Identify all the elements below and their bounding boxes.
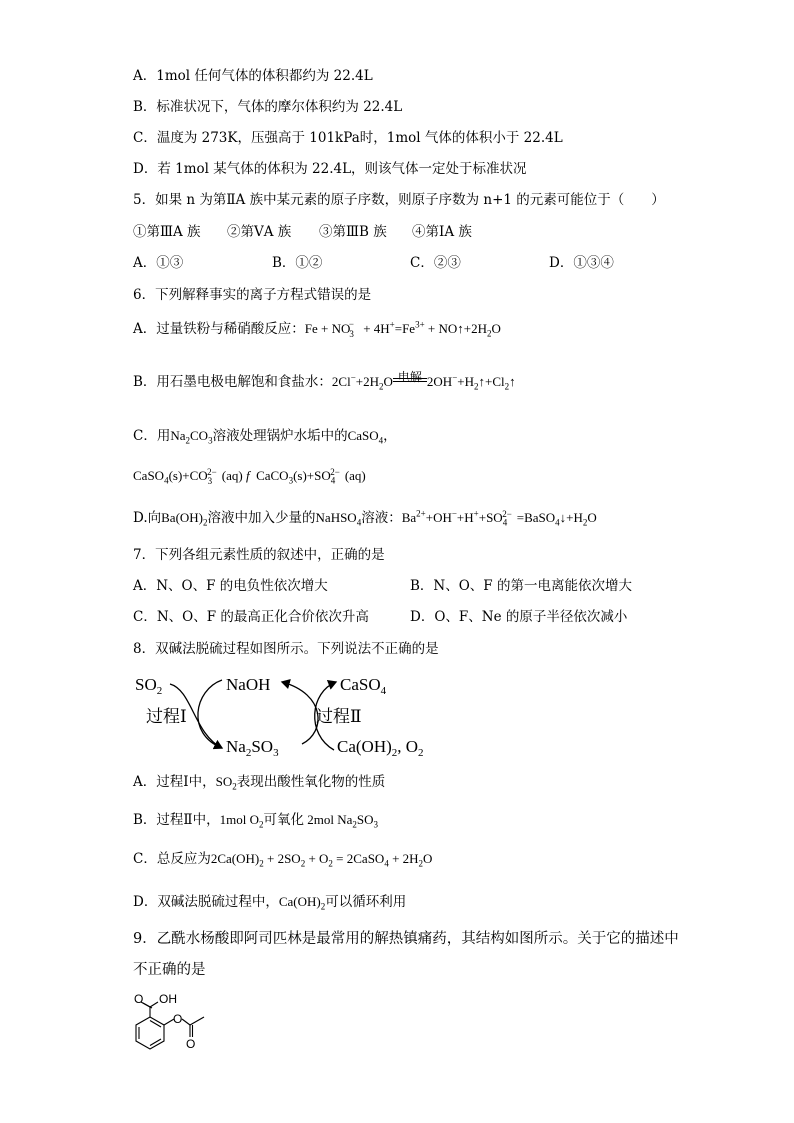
q5-option: D．①③④ <box>549 255 614 271</box>
arrow-na2so3-to-naoh <box>282 682 318 744</box>
q7-option-c: C．N、O、F 的最高正化合价依次升高 <box>133 609 369 625</box>
q8-option-c: C．总反应为$2Ca(OH)_2 + 2SO_2 + O_2$ = 2CaSO$_4$ + $2H_2O$ <box>133 851 433 869</box>
naoh-label: NaOH <box>226 675 271 694</box>
q9-stem-line1: 9．乙酰水杨酸即阿司匹林是最常用的解热镇痛药，其结构如图所示。关于它的描述中 <box>133 931 679 947</box>
electrolysis-condition: 电解 <box>397 370 422 384</box>
process-1-label: 过程Ⅰ <box>146 707 187 726</box>
q5-item: ④第ⅠA 族 <box>412 224 472 240</box>
q8-option-a-text: 表现出酸性氧化物的性质 <box>236 774 386 790</box>
aspirin-structure <box>128 990 238 1062</box>
q4-option-c: C．温度为 273K，压强高于 101kPa时，1mol 气体的体积小于 22.4L <box>133 130 563 146</box>
so2-label: $SO_2$ <box>135 675 163 697</box>
q6-option-c-equation: $CaSO_4(s)+CO_3^{2-}$ (aq) f $CaCO_3(s)+SO_4^{2-}$ (aq) <box>133 466 366 486</box>
q6-option-d-label-post: 溶液： <box>361 510 402 526</box>
na2so3-label: $Na_2SO_3$ <box>226 737 279 759</box>
q6-option-a-label: A．过量铁粉与稀硝酸反应： <box>133 321 305 337</box>
q6-stem: 6．下列解释事实的离子方程式错误的是 <box>133 287 372 303</box>
q8-option-b-label: B．过程Ⅱ中， <box>133 812 220 828</box>
q6-option-d: D.向$Ba(OH)_2$溶液中加入少量的NaHSO$_4$溶液：$Ba^{2+}+OH^-+H^++SO_4^{2-}$ $=BaSO_4↓+H_2O$ <box>133 508 597 528</box>
q8-stem: 8．双碱法脱硫过程如图所示。下列说法不正确的是 <box>133 641 439 657</box>
q5-option: B．①② <box>272 255 323 271</box>
double-alkali-desulfurization-diagram <box>130 668 440 764</box>
benzene-ring <box>136 1017 164 1049</box>
arc-naoh-left <box>198 680 222 748</box>
caoh2-o2-label: $Ca(OH)_2$, $O_2$ <box>337 737 424 759</box>
q5-item: ③第ⅢB 族 <box>319 224 387 240</box>
q4-option-b: B．标准状况下，气体的摩尔体积约为 22.4L <box>133 99 403 115</box>
q6-option-c: C．用$Na_2CO_3$溶液处理锅炉水垢中的CaSO$_4$， <box>133 428 397 446</box>
q8-option-a: A．过程Ⅰ中，$SO_2$表现出酸性氧化物的性质 <box>133 774 386 792</box>
q8-option-b-text: 可氧化 <box>263 812 304 828</box>
hydroxyl-oh: OH <box>159 992 177 1006</box>
q4-option-d: D．若 1mol 某气体的体积为 22.4L，则该气体一定处于标准状况 <box>133 161 527 177</box>
q6-option-c-label-mid: 溶液处理锅炉水垢中的 <box>212 428 348 444</box>
q6-option-c-label: C．用 <box>133 428 171 444</box>
ester-o: O <box>173 1012 183 1026</box>
q8-option-a-label: A．过程Ⅰ中， <box>133 774 216 790</box>
acetyl-o: O <box>186 1037 196 1051</box>
q6-option-b <box>133 372 516 392</box>
q6-option-a-equation: $Fe + NO_3^- + 4H^+=Fe^{3+}$ + $NO↑+2H_2O$ <box>304 318 501 339</box>
q6-option-b-equation: $2Cl^-+2H_2O$ 电解 $2OH^-+H_2↑+Cl_2↑$ <box>332 374 516 389</box>
q6-option-b-label: B．用石墨电极电解饱和食盐水： <box>133 374 332 390</box>
q5-item: ②第ⅤA 族 <box>227 224 292 240</box>
q5-option: A．①③ <box>133 255 184 271</box>
caso4-label: CaSO$_4$ <box>340 675 387 697</box>
q4-option-a: A．1mol 任何气体的体积都约为 22.4L <box>133 68 373 84</box>
q7-option-d: D．O、F、Ne 的原子半径依次减小 <box>410 609 628 625</box>
q9-stem-line2: 不正确的是 <box>133 962 206 978</box>
q6-option-d-label: D.向 <box>133 510 162 526</box>
q7-option-b: B．N、O、F 的第一电离能依次增大 <box>410 578 632 594</box>
q8-option-b: B．过程Ⅱ中，1mol $O_2$可氧化 2mol $Na_2SO_3$ <box>133 812 378 830</box>
q6-option-d-label-mid: 溶液中加入少量的 <box>207 510 316 526</box>
q5-option: C．②③ <box>410 255 461 271</box>
q8-option-d-label: D．双碱法脱硫过程中， <box>133 894 279 910</box>
q8-option-c-label: C．总反应为 <box>133 851 211 867</box>
q7-option-a: A．N、O、F 的电负性依次增大 <box>133 578 328 594</box>
process-2-label: 过程Ⅱ <box>316 707 362 726</box>
q5-stem: 5．如果 n 为第ⅡA 族中某元素的原子序数，则原子序数为 n+1 的元素可能位于（ ） <box>133 192 665 208</box>
q8-option-d: D．双碱法脱硫过程中，$Ca(OH)_2$可以循环利用 <box>133 894 407 912</box>
carbonyl-o: O <box>134 992 144 1006</box>
q8-option-d-text: 可以循环利用 <box>325 894 407 910</box>
q6-option-a <box>133 319 501 339</box>
q7-stem: 7．下列各组元素性质的叙述中，正确的是 <box>133 547 385 563</box>
q5-item: ①第ⅢA 族 <box>133 224 201 240</box>
